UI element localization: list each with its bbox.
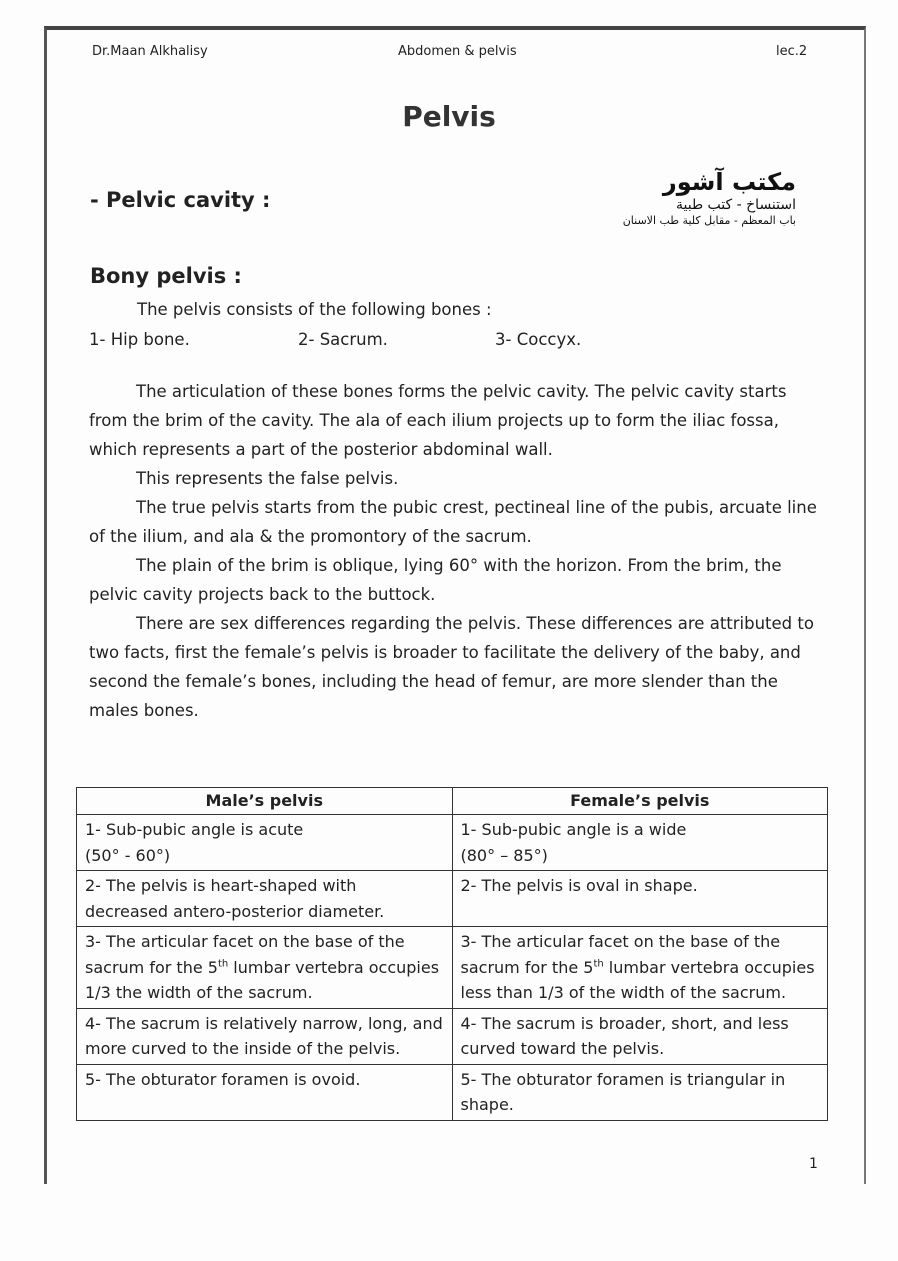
table-row xyxy=(77,1008,828,1064)
column-header-male: Male’s pelvis xyxy=(77,788,453,815)
heading-pelvic-cavity: - Pelvic cavity : xyxy=(90,188,271,212)
paragraph-false-pelvis: This represents the false pelvis. xyxy=(136,469,399,488)
bone-item-coccyx: 3- Coccyx. xyxy=(495,330,582,349)
table-row xyxy=(77,1064,828,1120)
stamp-line-1: مكتب آشور xyxy=(662,168,796,196)
table-cell-female: 2- The pelvis is oval in shape. xyxy=(452,871,828,927)
header-lecture: lec.2 xyxy=(776,44,808,59)
shop-stamp xyxy=(576,168,796,228)
table-cell-male: 3- The articular facet on the base of the sacrum for the 5th lumbar vertebra occupies 1/3 the width of the sacrum. xyxy=(77,927,453,1009)
paragraph-true-pelvis: The true pelvis starts from the pubic crest, pectineal line of the pubis, arcuate line of the ilium, and ala & the promontory of the sacrum. xyxy=(89,498,817,546)
body-text xyxy=(89,377,819,725)
header-author: Dr.Maan Alkhalisy xyxy=(92,44,208,59)
table-header-row xyxy=(77,788,828,815)
comparison-table xyxy=(76,787,828,1121)
paragraph-brim: The plain of the brim is oblique, lying 60° with the horizon. From the brim, the pelvic cavity projects back to the buttock. xyxy=(89,556,782,604)
bone-item-sacrum: 2- Sacrum. xyxy=(298,330,388,349)
stamp-line-3: باب المعظم - مقابل كلية طب الاسنان xyxy=(622,214,796,227)
header-subject: Abdomen & pelvis xyxy=(398,44,517,59)
table-cell-female: 3- The articular facet on the base of the sacrum for the 5th lumbar vertebra occupies less than 1/3 of the width of the sacrum. xyxy=(452,927,828,1009)
table-cell-female: 5- The obturator foramen is triangular in shape. xyxy=(452,1064,828,1120)
table-cell-male: 1- Sub-pubic angle is acute (50° - 60°) xyxy=(77,815,453,871)
table-cell-male: 4- The sacrum is relatively narrow, long, and more curved to the inside of the pelvis. xyxy=(77,1008,453,1064)
stamp-line-2: استنساخ - كتب طبية xyxy=(676,197,796,213)
paragraph-sex-differences: There are sex differences regarding the pelvis. These differences are attributed to two facts, first the female’s pelvis is broader to facilitate the delivery of the baby, and second the female’s bones, including the head of femur, are more slender than the males bones. xyxy=(89,614,814,720)
paragraph-articulation: The articulation of these bones forms the pelvic cavity. The pelvic cavity starts from the brim of the cavity. The ala of each ilium projects up to form the iliac fossa, which represents a part of the posterior abdominal wall. xyxy=(89,382,787,459)
table-cell-female: 1- Sub-pubic angle is a wide (80° – 85°) xyxy=(452,815,828,871)
table-cell-male: 5- The obturator foramen is ovoid. xyxy=(77,1064,453,1120)
bone-item-hip: 1- Hip bone. xyxy=(89,330,190,349)
table-row xyxy=(77,815,828,871)
table-cell-male: 2- The pelvis is heart-shaped with decreased antero-posterior diameter. xyxy=(77,871,453,927)
bones-intro: The pelvis consists of the following bones : xyxy=(137,300,492,319)
table-cell-female: 4- The sacrum is broader, short, and less curved toward the pelvis. xyxy=(452,1008,828,1064)
page-title: Pelvis xyxy=(402,100,496,133)
heading-bony-pelvis: Bony pelvis : xyxy=(90,264,242,288)
column-header-female: Female’s pelvis xyxy=(452,788,828,815)
table-row xyxy=(77,871,828,927)
table-row xyxy=(77,927,828,1009)
page-number: 1 xyxy=(809,1156,818,1172)
